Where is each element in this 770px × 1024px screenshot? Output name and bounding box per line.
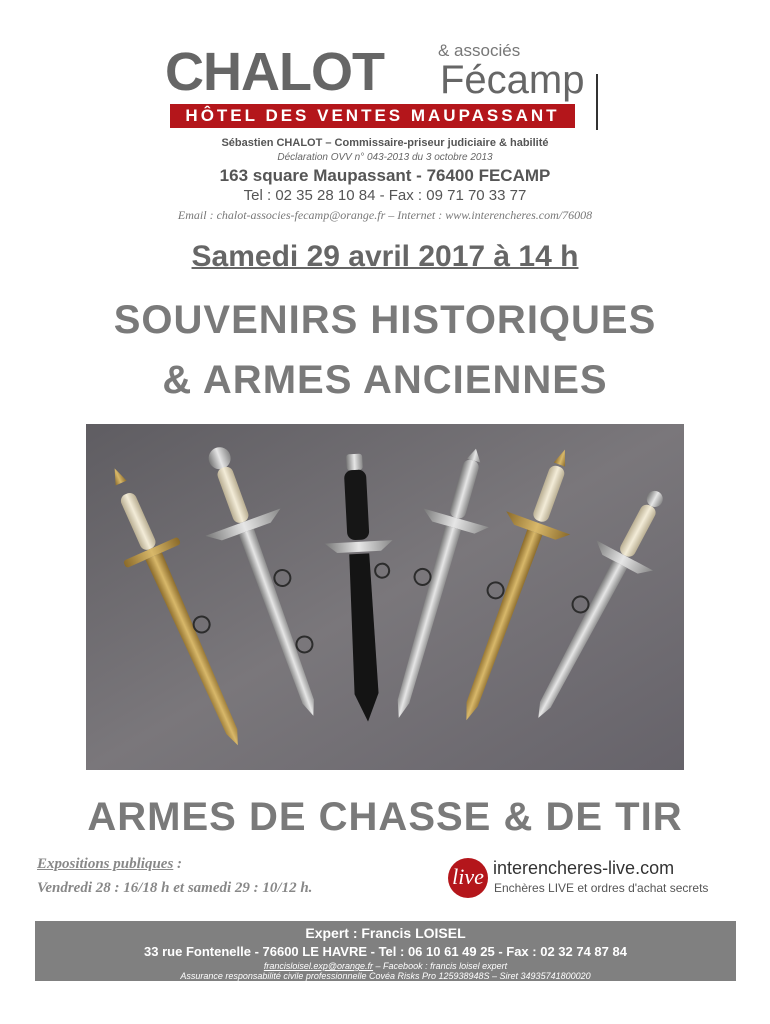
- logo-chalot: CHALOT: [165, 42, 384, 102]
- exhibitions-heading-text: Expositions publiques: [37, 856, 174, 872]
- expert-facebook: – Facebook : francis loisel expert: [373, 961, 508, 971]
- expert-contact: [35, 961, 736, 971]
- logo-city: Fécamp: [440, 58, 585, 102]
- logo-associes: & associés: [438, 41, 521, 60]
- sale-date-text: Samedi 29 avril 2017 à 14 h: [191, 240, 579, 273]
- expert-address: 33 rue Fontenelle - 76600 LE HAVRE - Tel : 06 10 61 49 25 - Fax : 02 32 74 87 84: [144, 944, 627, 959]
- daggers-illustration: [86, 424, 684, 770]
- expert-box: [35, 921, 736, 981]
- logo: [165, 42, 605, 132]
- sale-date: [0, 240, 770, 274]
- daggers-photo: [86, 424, 684, 770]
- logo-divider: [596, 74, 598, 130]
- title-armes-chasse: ARMES DE CHASSE & DE TIR: [87, 795, 683, 839]
- live-tagline: Enchères LIVE et ordres d'achat secrets: [494, 881, 709, 895]
- auctioneer-line: Sébastien CHALOT – Commissaire-priseur judiciaire & habilité: [221, 137, 549, 149]
- interencheres-live-logo[interactable]: [448, 856, 733, 900]
- exhibitions-times: Vendredi 28 : 16/18 h et samedi 29 : 10/12 h.: [37, 880, 313, 896]
- expert-name: Expert : Francis LOISEL: [305, 925, 466, 941]
- logo-banner: HÔTEL DES VENTES MAUPASSANT: [170, 104, 575, 128]
- expert-insurance: Assurance responsabilité civile professionnelle Covéa Risks Pro 125938948S – Siret 34935741800020: [180, 971, 591, 981]
- live-badge: live: [448, 858, 488, 898]
- ovv-declaration: Déclaration OVV n° 043-2013 du 3 octobre 2013: [277, 152, 493, 163]
- email-internet[interactable]: Email : chalot-associes-fecamp@orange.fr – Internet : www.interencheres.com/76008: [177, 208, 593, 222]
- live-site-name: interencheres-live.com: [493, 858, 675, 878]
- title-armes-anciennes: & ARMES ANCIENNES: [162, 358, 608, 402]
- exhibitions-colon: :: [173, 856, 183, 872]
- title-souvenirs: SOUVENIRS HISTORIQUES: [113, 298, 657, 342]
- phone-fax: Tel : 02 35 28 10 84 - Fax : 09 71 70 33 77: [243, 187, 527, 204]
- exhibitions-heading: [37, 856, 182, 873]
- expert-email-link[interactable]: francisloisel.exp@orange.fr: [263, 961, 374, 971]
- address: 163 square Maupassant - 76400 FECAMP: [219, 166, 551, 185]
